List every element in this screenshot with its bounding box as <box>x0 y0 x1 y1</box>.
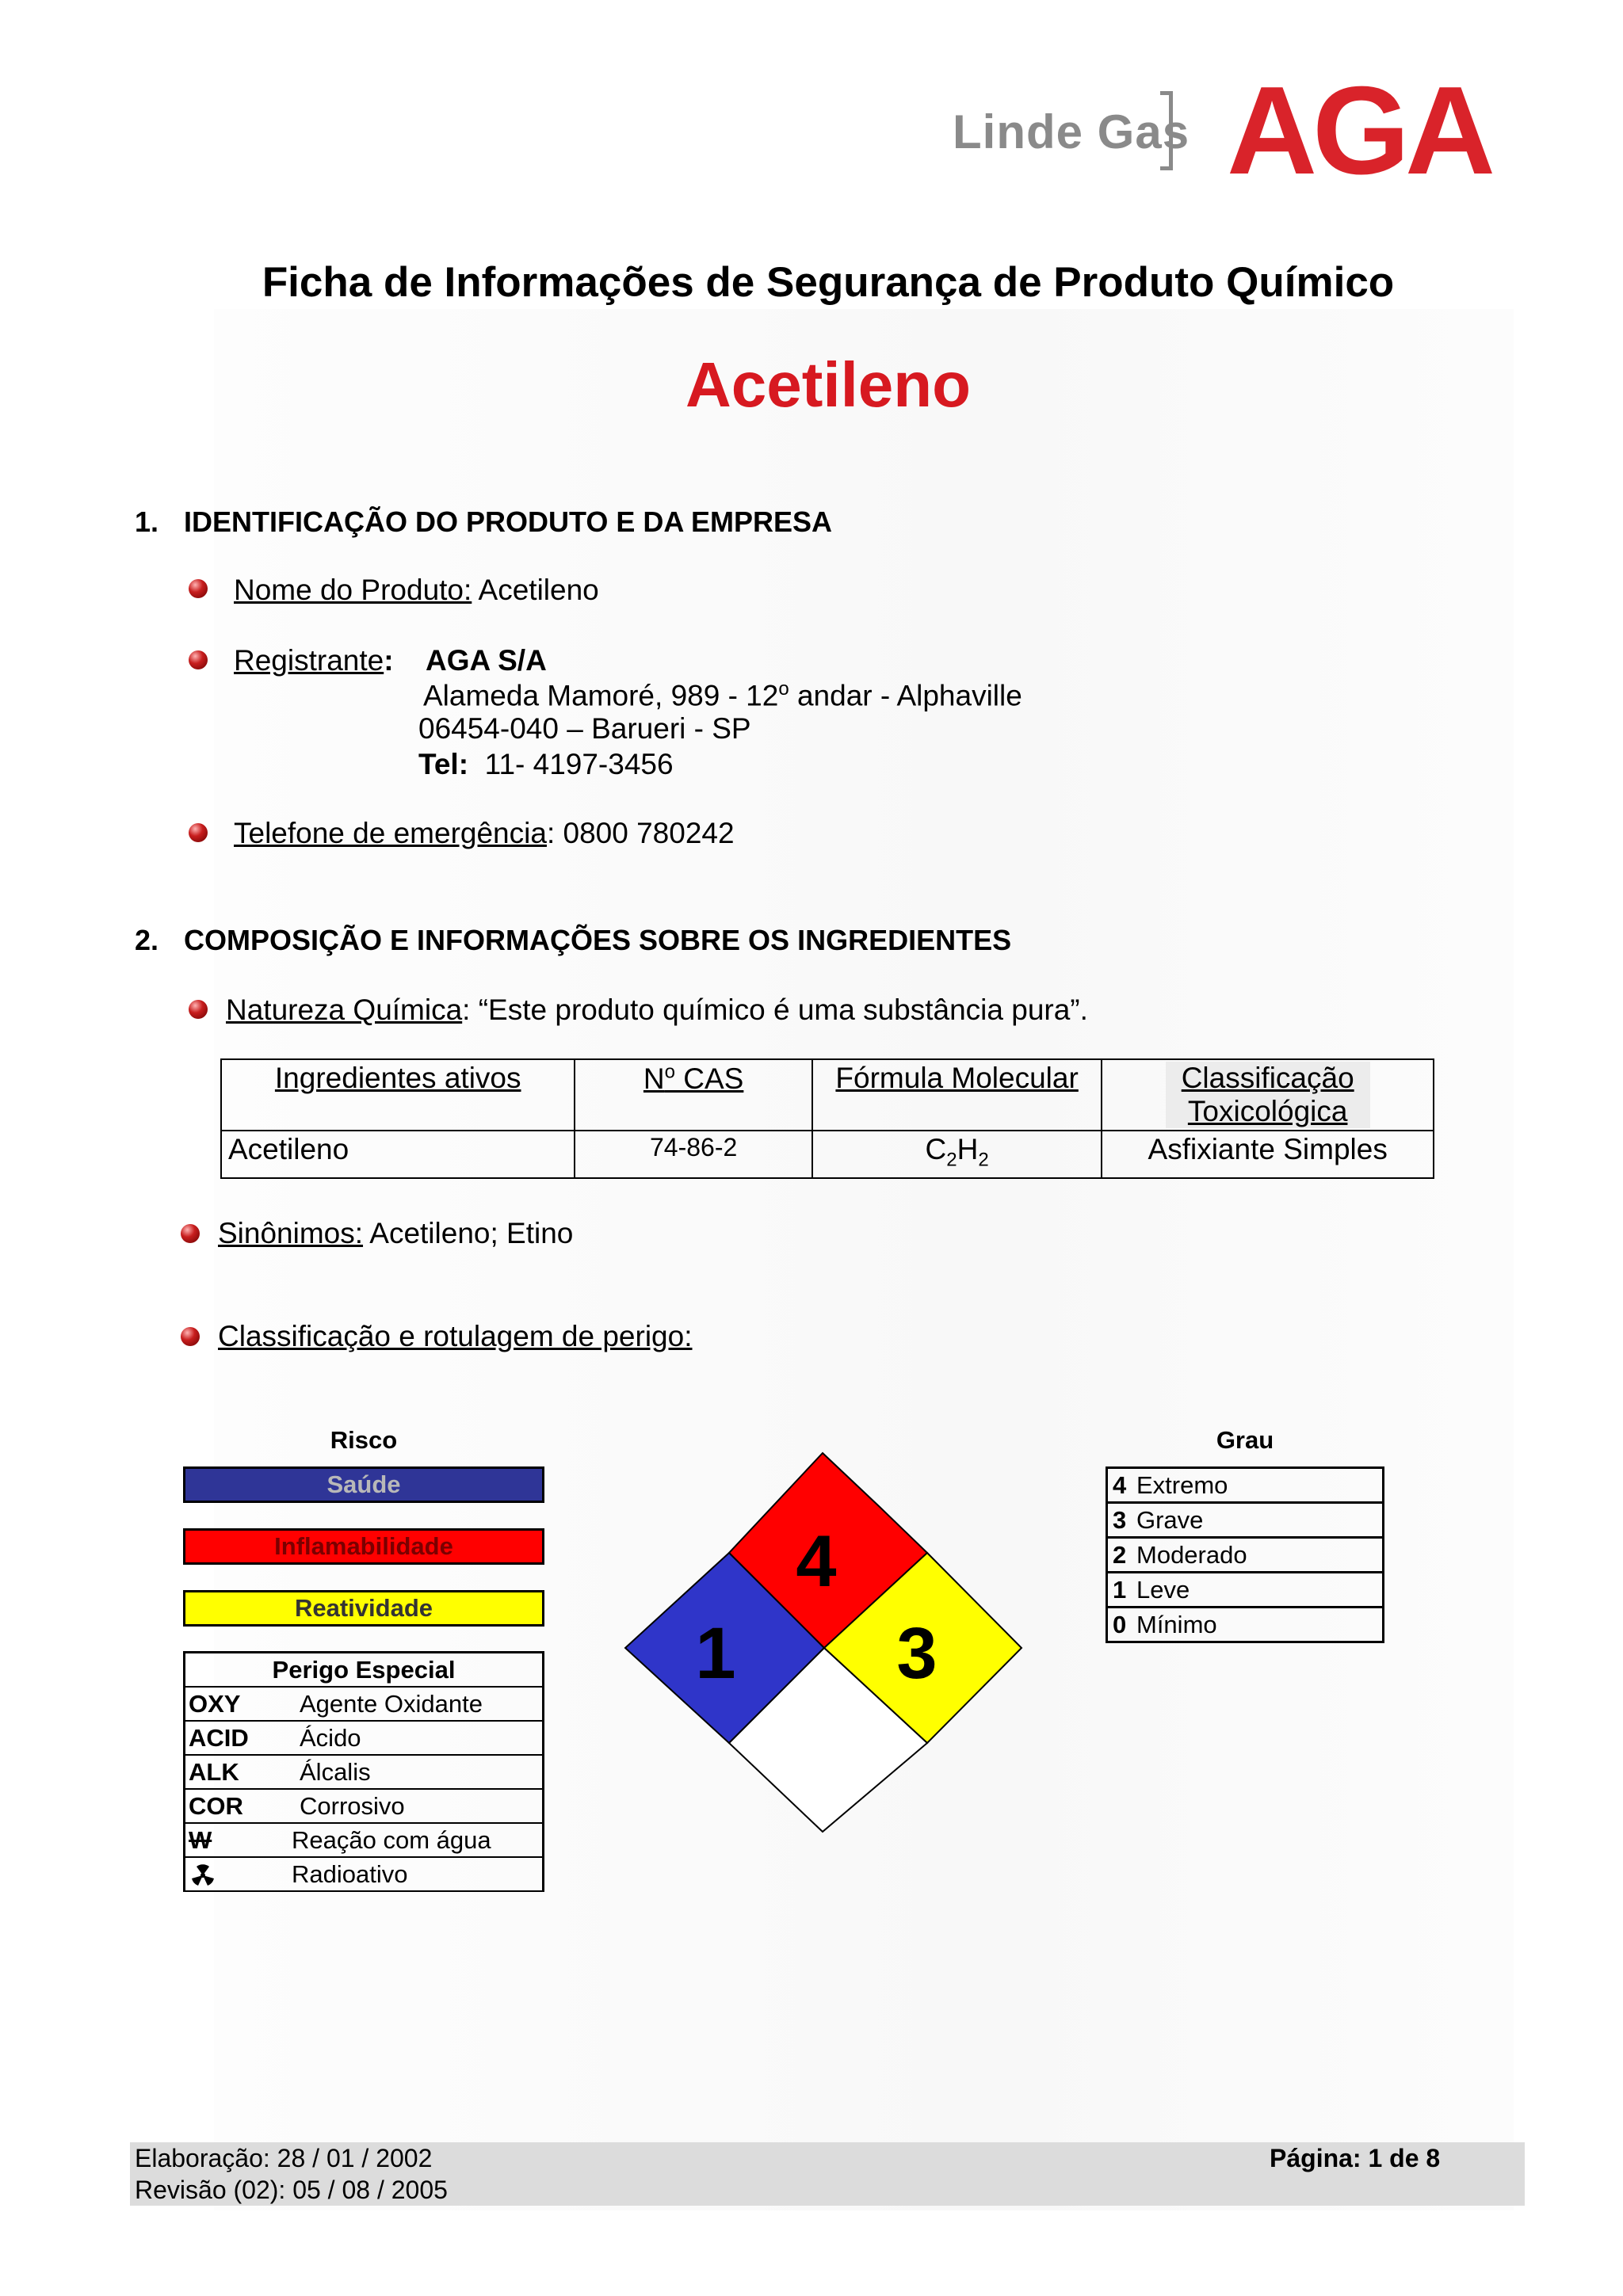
special-hazard-title: Perigo Especial <box>185 1653 544 1688</box>
emergency-label: Telefone de emergência <box>234 817 547 849</box>
cell-classification: Asfixiante Simples <box>1102 1131 1434 1178</box>
logo-bracket <box>1160 91 1173 170</box>
product-name-line <box>234 574 599 607</box>
emergency-value: : 0800 780242 <box>546 817 735 849</box>
water-reactive-icon: W <box>189 1825 212 1854</box>
address-line-1: Alameda Mamoré, 989 - 12$^o$ andar - Alphaville <box>423 678 1022 712</box>
section-2-title: COMPOSIÇÃO E INFORMAÇÕES SOBRE OS INGREDIENTES <box>184 924 1012 956</box>
synonyms-label: Sinônimos: <box>218 1217 364 1249</box>
registrant-name: AGA S/A <box>426 644 547 677</box>
synonyms-value: Acetileno; Etino <box>363 1217 574 1249</box>
tel-line <box>418 748 674 781</box>
section-1-heading <box>135 505 832 539</box>
table-row <box>221 1131 1434 1178</box>
classification-line <box>218 1320 693 1353</box>
registrant-line <box>234 644 394 677</box>
health-rating: 1 <box>695 1613 736 1694</box>
bullet-icon <box>189 650 208 669</box>
list-item: Radioativo <box>185 1857 544 1891</box>
nature-value: : “Este produto químico é uma substância pura”. <box>462 994 1088 1026</box>
footer-elaboration: Elaboração: 28 / 01 / 2002 <box>135 2144 433 2172</box>
product-title: Acetileno <box>685 349 972 420</box>
list-item: 0 Mínimo <box>1107 1608 1384 1642</box>
address-line-2: 06454-040 – Barueri - SP <box>418 712 751 745</box>
registrant-colon: : <box>384 644 394 677</box>
nfpa-diamond <box>622 1450 1026 1838</box>
registrant-label: Registrante <box>234 644 384 677</box>
tel-label: Tel: <box>418 748 469 780</box>
risk-title: Risco <box>330 1426 398 1454</box>
aga-logo: AGA <box>1227 61 1491 200</box>
tel-value: 11- 4197-3456 <box>484 748 674 780</box>
reactivity-rating: 3 <box>896 1613 938 1694</box>
bullet-icon <box>181 1327 200 1346</box>
radioactive-icon <box>189 1860 292 1889</box>
document-title: Ficha de Informações de Segurança de Produto Químico <box>262 259 1395 306</box>
special-hazard-table <box>183 1651 544 1892</box>
reactivity-risk-box: Reatividade <box>183 1590 544 1627</box>
header-ingredients: Ingredientes ativos <box>221 1059 575 1131</box>
emergency-line <box>234 817 735 850</box>
list-item: 3 Grave <box>1107 1503 1384 1538</box>
synonyms-line <box>218 1217 573 1250</box>
product-name-value: Acetileno <box>472 574 599 606</box>
bullet-icon <box>189 823 208 842</box>
cell-formula: $C_2H_2$ <box>812 1131 1102 1178</box>
cell-ingredient: Acetileno <box>221 1131 575 1178</box>
section-1-number: 1. <box>135 505 159 538</box>
table-header-row <box>221 1059 1434 1131</box>
health-risk-box: Saúde <box>183 1466 544 1503</box>
list-item: 4 Extremo <box>1107 1468 1384 1503</box>
list-item: ALK Álcalis <box>185 1755 544 1789</box>
list-item: COR Corrosivo <box>185 1789 544 1823</box>
bullet-icon <box>189 1000 208 1019</box>
cell-cas: 74-86-2 <box>575 1131 812 1178</box>
product-name-label: Nome do Produto: <box>234 574 472 606</box>
footer-page-number: Página: 1 de 8 <box>1270 2144 1441 2172</box>
list-item: 1 Leve <box>1107 1573 1384 1608</box>
header-cas: $N^o$ CAS <box>575 1059 812 1131</box>
flammability-risk-box: Inflamabilidade <box>183 1528 544 1565</box>
bullet-icon <box>189 579 208 598</box>
grau-title: Grau <box>1216 1426 1274 1454</box>
list-item: ACID Ácido <box>185 1721 544 1755</box>
list-item: W Reação com água <box>185 1823 544 1857</box>
section-2-heading <box>135 924 1011 957</box>
ingredients-table <box>220 1058 1434 1179</box>
nature-line <box>226 994 1088 1027</box>
header-formula: Fórmula Molecular <box>812 1059 1102 1131</box>
linde-gas-logo: Linde Gas <box>953 105 1190 158</box>
flammability-rating: 4 <box>796 1521 837 1602</box>
bullet-icon <box>181 1224 200 1243</box>
list-item: 2 Moderado <box>1107 1538 1384 1573</box>
grau-table <box>1106 1466 1384 1643</box>
nature-label: Natureza Química <box>226 994 463 1026</box>
list-item: OXY Agente Oxidante <box>185 1687 544 1721</box>
section-2-number: 2. <box>135 924 159 956</box>
header-classification: Classificação Toxicológica <box>1102 1059 1434 1131</box>
classification-label: Classificação e rotulagem de perigo: <box>218 1320 693 1352</box>
section-1-title: IDENTIFICAÇÃO DO PRODUTO E DA EMPRESA <box>184 505 833 538</box>
footer-revision: Revisão (02): 05 / 08 / 2005 <box>135 2176 448 2204</box>
